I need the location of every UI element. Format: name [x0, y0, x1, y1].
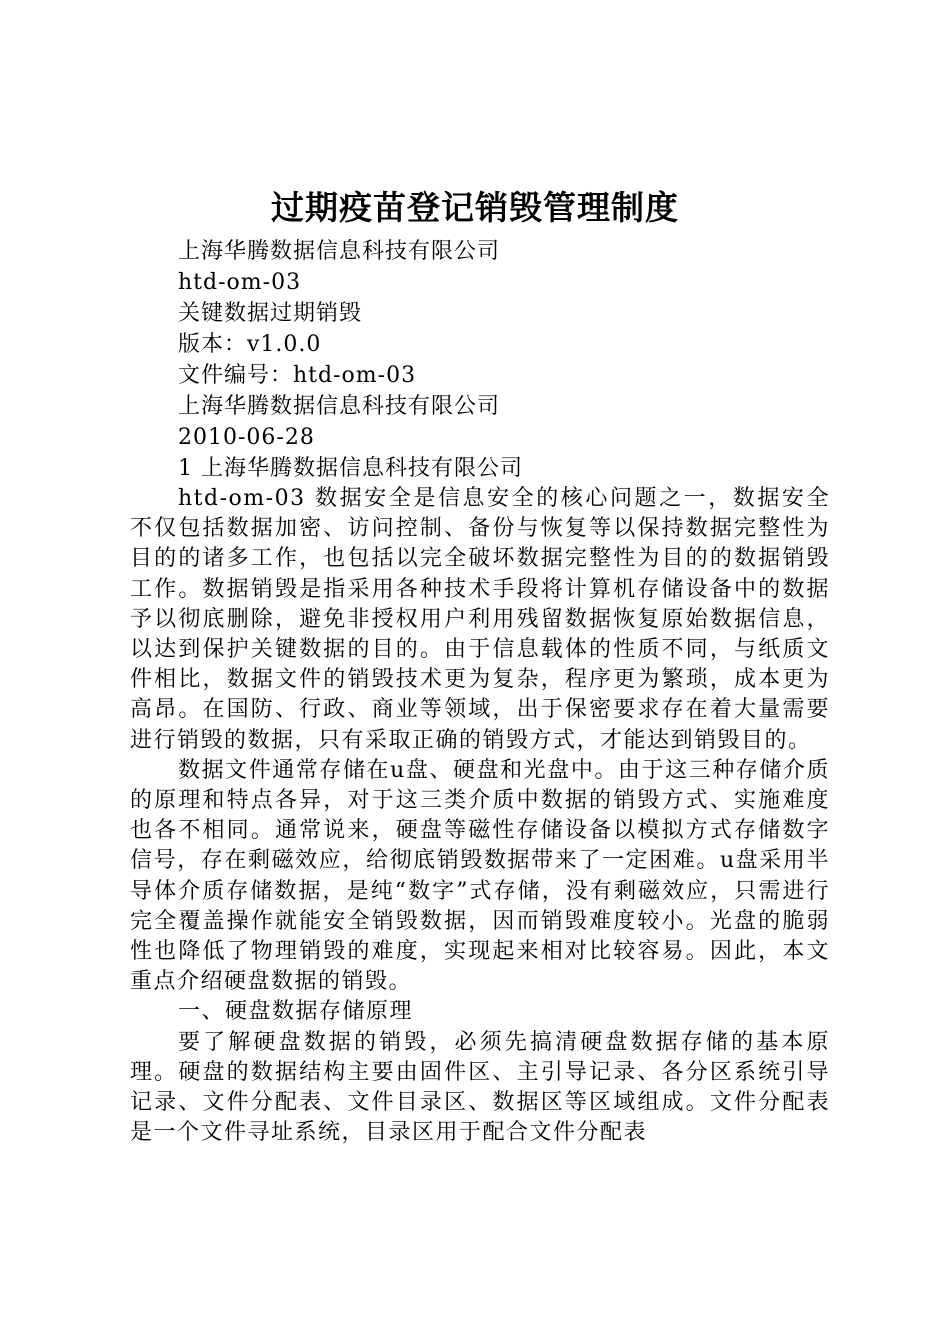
- paragraph-storage-media: 数据文件通常存储在u盘、硬盘和光盘中。由于这三种存储介质的原理和特点各异，对于这三类介质中数据的销毁方式、实施难度也各不相同。通常说来，硬盘等磁性存储设备以模拟方式存储数字信号，存在剩磁效应，给彻底销毁数据带来了一定困难。u盘采用半导体介质存储数据，是纯“数字”式存储，没有剩磁效应，只需进行完全覆盖操作就能安全销毁数据，因而销毁难度较小。光盘的脆弱性也降低了物理销毁的难度，实现起来相对比较容易。因此，本文重点介绍硬盘数据的销毁。: [130, 757, 830, 995]
- section-heading: 一、硬盘数据存储原理: [178, 999, 414, 1025]
- paragraph-intro: htd-om-03 数据安全是信息安全的核心问题之一，数据安全不仅包括数据加密、访问控制、备份与恢复等以保持数据完整性为目的的诸多工作，也包括以完全破坏数据完整性为目的的数据销毁工作。数据销毁是指采用各种技术手段将计算机存储设备中的数据予以彻底删除，避免非授权用户利用残留数据恢复原始数据信息，以达到保护关键数据的目的。由于信息载体的性质不同，与纸质文件相比，数据文件的销毁技术更为复杂，程序更为繁琐，成本更为高昂。在国防、行政、商业等领域，出于保密要求存在着大量需要进行销毁的数据，只有采取正确的销毁方式，才能达到销毁目的。: [130, 486, 830, 753]
- document-title: 过期疫苗登记销毁管理制度: [271, 188, 679, 227]
- meta-code: htd-om-03: [178, 270, 302, 295]
- meta-subject: 关键数据过期销毁: [178, 301, 363, 326]
- document-meta: [178, 236, 523, 484]
- meta-version: 版本：v1.0.0: [178, 332, 322, 357]
- meta-file-number: 文件编号：htd-om-03: [178, 363, 417, 388]
- document-body: [130, 484, 830, 1148]
- meta-date: 2010-06-28: [178, 425, 315, 450]
- meta-company-repeat: 上海华腾数据信息科技有限公司: [178, 394, 501, 419]
- meta-company: 上海华腾数据信息科技有限公司: [178, 239, 501, 264]
- meta-page-company: 1 上海华腾数据信息科技有限公司: [178, 456, 523, 481]
- paragraph-disk-principle: 要了解硬盘数据的销毁，必须先搞清硬盘数据存储的基本原理。硬盘的数据结构主要由固件区、主引导记录、各分区系统引导记录、文件分配表、文件目录区、数据区等区域组成。文件分配表是一个文件寻址系统，目录区用于配合文件分配表: [130, 1029, 830, 1146]
